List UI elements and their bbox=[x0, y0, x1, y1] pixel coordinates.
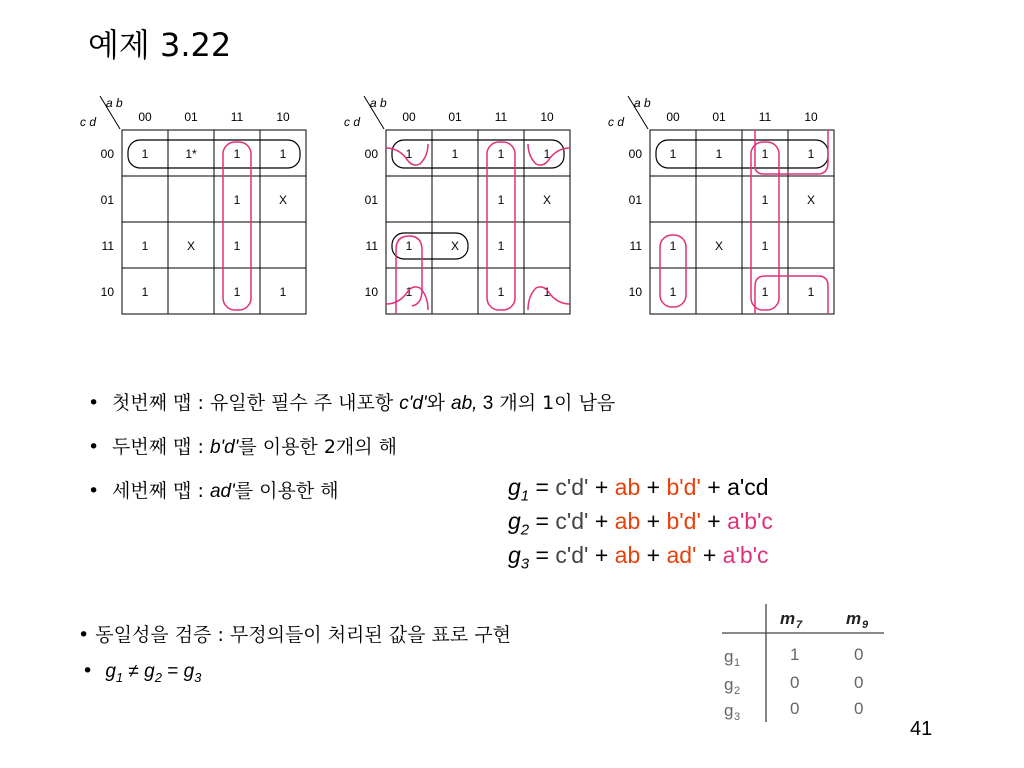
kmap-col-label: 11 bbox=[494, 110, 508, 124]
kmap-row-label: 00 bbox=[628, 147, 642, 161]
kmap-1 bbox=[76, 90, 316, 324]
kmap-cell: X bbox=[278, 193, 288, 207]
kmap-cell: X bbox=[806, 193, 816, 207]
kmap-cell: X bbox=[186, 239, 196, 253]
table-cell: 0 bbox=[854, 673, 864, 692]
bullet-first-map: • 첫번째 맵 : 유일한 필수 주 내포항 c'd'와 ab, 3 개의 1이 남음 bbox=[88, 392, 616, 414]
kmap-row-label: 00 bbox=[100, 147, 114, 161]
kmap-cell: 1 bbox=[233, 285, 241, 299]
kmap-col-var: a b bbox=[634, 96, 651, 110]
kmap-col-label: 00 bbox=[666, 110, 680, 124]
bullet-second-map: • 두번째 맵 : b'd'를 이용한 2개의 해 bbox=[88, 436, 398, 458]
kmap-cell: 1 bbox=[279, 147, 287, 161]
kmap-cell: 1 bbox=[405, 147, 413, 161]
kmap-col-label: 10 bbox=[540, 110, 554, 124]
kmap-cell: 1 bbox=[497, 285, 505, 299]
table-cell: 0 bbox=[854, 699, 864, 718]
table-row-label-sub: 2 bbox=[734, 685, 741, 697]
kmap-cell: 1 bbox=[543, 147, 551, 161]
kmap-cell: 1 bbox=[807, 147, 815, 161]
table-row-label-sub: 3 bbox=[734, 711, 741, 723]
kmap-row-label: 10 bbox=[100, 285, 114, 299]
kmap-cell: 1 bbox=[233, 193, 241, 207]
table-cell: 0 bbox=[854, 645, 864, 664]
kmap-cell: X bbox=[542, 193, 552, 207]
equation-g1: $g_1 = c'd'$ + ab + b'd' + a'cd bbox=[508, 474, 769, 505]
kmap-col-var: a b bbox=[370, 96, 387, 110]
kmap-cell: 1 bbox=[669, 147, 677, 161]
slide-title: 예제 3.22 bbox=[88, 26, 232, 64]
kmap-cell: 1 bbox=[761, 193, 769, 207]
kmap-cell: 1 bbox=[141, 239, 149, 253]
kmap-col-label: 00 bbox=[138, 110, 152, 124]
kmap-col-label: 01 bbox=[448, 110, 462, 124]
equation-g3: $g_3 = c'd'$ + ab + ad' + a'b'c bbox=[508, 542, 769, 573]
page-number: 41 bbox=[910, 718, 933, 740]
table-header-sub: 9 bbox=[862, 619, 869, 631]
equation-g2: $g_2 = c'd'$ + ab + b'd' + a'b'c bbox=[508, 508, 773, 539]
table-row-label: g bbox=[724, 647, 734, 666]
kmap-2 bbox=[340, 90, 580, 324]
kmap-row-label: 01 bbox=[628, 193, 642, 207]
table-row-label: g bbox=[724, 675, 734, 694]
kmap-cell: 1 bbox=[761, 239, 769, 253]
kmap-col-var: a b bbox=[106, 96, 123, 110]
kmap-col-label: 01 bbox=[712, 110, 726, 124]
kmap-col-label: 11 bbox=[758, 110, 772, 124]
kmap-cell: X bbox=[714, 239, 724, 253]
verify-bullet: • 동일성을 검증 : 무정의들이 처리된 값을 표로 구현 bbox=[78, 624, 512, 646]
kmap-cell: 1 bbox=[669, 239, 677, 253]
kmap-col-label: 01 bbox=[184, 110, 198, 124]
kmap-3 bbox=[604, 90, 844, 324]
kmap-col-label: 10 bbox=[276, 110, 290, 124]
table-row-label-sub: 1 bbox=[734, 657, 741, 669]
kmap-cell: X bbox=[450, 239, 460, 253]
kmap-row-label: 01 bbox=[100, 193, 114, 207]
kmap-cell: 1 bbox=[761, 147, 769, 161]
kmap-cell: 1 bbox=[497, 147, 505, 161]
kmap-cell: 1 bbox=[807, 285, 815, 299]
kmap-row-label: 11 bbox=[101, 239, 114, 253]
kmap-cell: 1* bbox=[185, 147, 197, 161]
kmap-cell: 1 bbox=[233, 239, 241, 253]
kmap-row-label: 10 bbox=[364, 285, 378, 299]
table-row-label: g bbox=[724, 701, 734, 720]
table-header: m bbox=[846, 609, 862, 628]
kmap-row-var: c d bbox=[344, 115, 361, 129]
kmap-row-label: 00 bbox=[364, 147, 378, 161]
kmap-cell: 1 bbox=[405, 239, 413, 253]
table-header-sub: 7 bbox=[796, 619, 803, 631]
kmap-cell: 1 bbox=[497, 239, 505, 253]
kmap-cell: 1 bbox=[715, 147, 723, 161]
kmap-col-label: 11 bbox=[230, 110, 244, 124]
kmap-row-label: 01 bbox=[364, 193, 378, 207]
kmap-cell: 1 bbox=[141, 285, 149, 299]
kmap-cell: 1 bbox=[279, 285, 287, 299]
kmap-row-var: c d bbox=[80, 115, 97, 129]
kmap-row-label: 11 bbox=[365, 239, 378, 253]
table-cell: 1 bbox=[790, 645, 800, 664]
bullet-third-map: • 세번째 맵 : ad'를 이용한 해 bbox=[88, 480, 339, 502]
kmap-cell: 1 bbox=[451, 147, 459, 161]
kmap-col-label: 10 bbox=[804, 110, 818, 124]
kmap-row-var: c d bbox=[608, 115, 625, 129]
identity-bullet: • $g_1 \ne g_2 = g_3$ bbox=[82, 660, 202, 685]
table-cell: 0 bbox=[790, 699, 800, 718]
kmap-cell: 1 bbox=[761, 285, 769, 299]
kmap-cell: 1 bbox=[141, 147, 149, 161]
kmap-cell: 1 bbox=[233, 147, 241, 161]
table-header: m bbox=[780, 609, 796, 628]
kmap-cell: 1 bbox=[497, 193, 505, 207]
kmap-row-label: 11 bbox=[629, 239, 642, 253]
kmap-row-label: 10 bbox=[628, 285, 642, 299]
table-cell: 0 bbox=[790, 673, 800, 692]
kmap-cell: 1 bbox=[543, 285, 551, 299]
verification-table bbox=[718, 600, 888, 729]
kmap-cell: 1 bbox=[669, 285, 677, 299]
kmap-cell: 1 bbox=[405, 285, 413, 299]
kmap-col-label: 00 bbox=[402, 110, 416, 124]
